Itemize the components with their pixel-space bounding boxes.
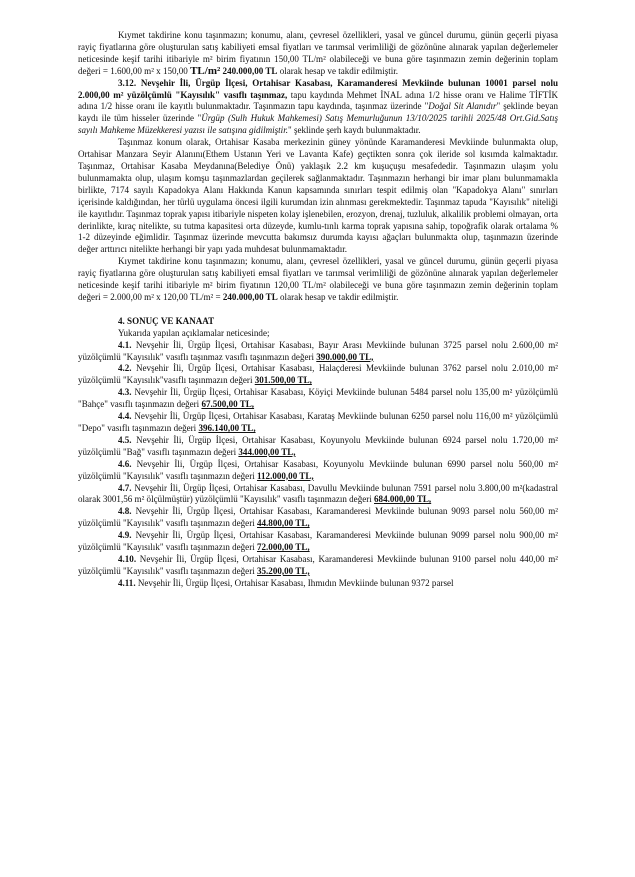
item-value: 684.000,00 TL, bbox=[374, 494, 432, 505]
item-number: 4.7. bbox=[118, 482, 132, 493]
conclusion-item bbox=[78, 578, 558, 590]
item-number: 4.1. bbox=[118, 339, 132, 350]
conclusion-item bbox=[78, 340, 558, 364]
paragraph-tail: olarak hesap ve takdir edilmiştir. bbox=[277, 291, 399, 302]
item-value: 344.000,00 TL, bbox=[238, 446, 296, 457]
conclusion-item bbox=[78, 363, 558, 387]
italic-note: Doğal Sit Alanıdır bbox=[428, 101, 497, 112]
location-description-paragraph: Taşınmaz konum olarak, Ortahisar Kasaba merkezinin güney yönünde Karamanderesi Mevkiinde bulunmakta olup, Ortahisar Manzara Seyir Alanını(Ethem Ustanın Yeri ve Lavanta Kafe) geçtikten sonra çok ileride sol kısımda kalmaktadır. Taşınmaz, Ortahisar Kasaba Meydanına(Belediye Önü) yaklaşık 2.2 km kuşuçuşu mesafededir. Taşınmazın ulaşım yolu bulunmamakta olup, ulaşım komşu taşınmazlardan geçilerek sağlanmaktadır. Taşınmazın herhangi bir imar planı bulunmamakla birlikte, 7174 sayılı Kapadokya Alanı Hakkında Kanun kapsamında sınırları tespit edilmiş olan "Kapadokya Alanı" sınırları içerisinde kaldığından, her türlü uygulama öncesi ilgili kurumdan izin alınması gerekmektedir. Taşınmaz tapuda "Kayısılık" niteliği ile kayıtlıdır. Taşınmaz toprak yapısı itibariyle nispeten kolay işlenebilen, erozyon, drenaj, tuzluluk, alkalilik problemi olmayan, orta derinlikte, kıraç nitelikte, su tutma kapasitesi orta düzeyde, kumlu-tınlı karma toprak yapısına sahip, topoğrafik olarak ortalama % 1-2 düzeyinde eğimlidir. Taşınmaz üzerinde mevcutta bakımsız durumda kayısı ağaçları bulunmakta olup, taşınmazın üzerinde değer arttırıcı nitelikte herhangi bir yapı yada muhdesat bulunmamaktadır. bbox=[78, 137, 558, 255]
conclusion-item bbox=[78, 506, 558, 530]
total-value: 240.000,00 TL bbox=[222, 291, 278, 302]
item-value: 72.000,00 TL, bbox=[257, 542, 310, 553]
conclusion-item bbox=[78, 530, 558, 554]
section-4-intro: Yukarıda yapılan açıklamalar neticesinde; bbox=[118, 327, 270, 338]
valuation-paragraph-3-12 bbox=[78, 256, 558, 304]
item-text: Nevşehir İli, Ürgüp İlçesi, Ortahisar Kasabası, Koyunyolu Mevkiinde bulunan 6990 parsel nolu 560,00 m² yüzölçümlü "Kayısılık" vasıflı taşınmazın değeri bbox=[78, 458, 558, 481]
item-text: Nevşehir İli, Ürgüp İlçesi, Ortahisar Kasabası, Karamanderesi Mevkiinde bulunan 9099 parsel nolu 900,00 m² yüzölçümlü "Kayısılık" vasıflı taşınmazın değeri bbox=[78, 530, 558, 553]
item-value: 112.000,00 TL, bbox=[257, 470, 314, 481]
item-text: Nevşehir İli, Ürgüp İlçesi, Ortahisar Kasabası, Karamanderesi Mevkiinde bulunan 9093 parsel nolu 560,00 m² yüzölçümlü "Kayısılık" vasıflı taşınmazın değeri bbox=[78, 506, 558, 529]
conclusion-item bbox=[78, 554, 558, 578]
conclusion-item bbox=[78, 411, 558, 435]
item-text: Nevşehir İli, Ürgüp İlçesi, Ortahisar Kasabası, Karamanderesi Mevkiinde bulunan 9100 parsel nolu 440,00 m² yüzölçümlü "Kayısılık" vasıflı taşınmazın değeri bbox=[78, 553, 558, 576]
section-3-12-paragraph bbox=[78, 78, 558, 138]
document-page bbox=[78, 30, 558, 590]
item-text: Nevşehir İli, Ürgüp İlçesi, Ortahisar Kasabası, Davullu Mevkiinde bulunan 7591 parsel nolu 3.800,00 m²(kadastral olarak 3001,56 m² ölçülmüştür) yüzölçümlü "Kayısılık" vasıflı taşınmazın değeri bbox=[78, 482, 558, 505]
paragraph-text: " şeklinde şerh kaydı bulunmaktadır. bbox=[287, 125, 421, 136]
item-number: 4.5. bbox=[118, 434, 132, 445]
item-text: Nevşehir İli, Ürgüp İlçesi, Ortahisar Kasabası, Koyunyolu Mevkiinde bulunan 6924 parsel nolu 1.720,00 m² yüzölçümlü "Bağ" vasıflı taşınmazın değeri bbox=[78, 434, 558, 457]
item-number: 4.11. bbox=[118, 577, 136, 588]
item-value: 44.800,00 TL, bbox=[257, 518, 310, 529]
item-value: 301.500,00 TL, bbox=[254, 375, 312, 386]
item-number: 4.2. bbox=[118, 363, 132, 374]
section-4-title: 4. SONUÇ VE KANAAT bbox=[118, 315, 215, 326]
item-number: 4.3. bbox=[118, 387, 132, 398]
section-3-12-heading: 3.12. Nevşehir İli, Ürgüp İlçesi, Ortahisar Kasabası, Karamanderesi Mevkiinde bulunan 10001 parsel nolu 2.000,00 m² yüzölçümlü "Kayısılık" vasıflı taşınmaz, bbox=[78, 77, 558, 100]
valuation-paragraph-3-11 bbox=[78, 30, 558, 78]
paragraph-text: " şeklinde beyan kaydı ile tüm hisseler üzerinde " bbox=[78, 101, 559, 124]
item-value: 35.200,00 TL, bbox=[257, 565, 310, 576]
item-text: Nevşehir İli, Ürgüp İlçesi, Ortahisar Kasabası, Halaçderesi Mevkiinde bulunan 3762 parsel nolu 2.010,00 m² yüzölçümlü "Kayısılık"vasıflı taşınmazın değeri bbox=[78, 363, 558, 386]
item-number: 4.9. bbox=[118, 530, 132, 541]
paragraph-text: Kıymet takdirine konu taşınmazın; konumu, alanı, çevresel özellikleri, yasal ve güncel durumu, günün geçerli piyasa rayiç fiyatlarına göre oluşturulan satış kabiliyeti emsal fiyatları ve tarımsal verimliliği de gözönüne alınarak yapılan değerlemeler neticesinde keşif tarihi itibariyle m² birim fiyatının 120,00 TL/m² olabileceği ve buna göre taşınmazın zemin değerinin toplam değeri = 2.000,00 m² x 120,00 TL/m² = bbox=[78, 256, 558, 302]
item-number: 4.8. bbox=[118, 506, 132, 517]
italic-note: Ürgüp (Sulh Hukuk Mahkemesi) Satış Memurluğunun 13/10/2025 tarihli 2025/48 Ort.Gid.Satış sayılı Mahkeme Müzekkeresi yazısı ile satışına gidilmiştir. bbox=[78, 113, 559, 136]
paragraph-tail: olarak hesap ve takdir edilmiştir. bbox=[277, 65, 399, 76]
item-value: 67.500,00 TL, bbox=[201, 399, 255, 410]
item-text: Nevşehir İli, Ürgüp İlçesi, Ortahisar Kasabası, Karataş Mevkiinde bulunan 6250 parsel nolu 116,00 m² yüzölçümlü "Depo" vasıflı taşınmazın değeri bbox=[78, 411, 558, 433]
item-text: Nevşehir İli, Ürgüp İlçesi, Ortahisar Kasabası, Bayır Arası Mevkiinde bulunan 3725 parsel nolu 2.600,00 m² yüzölçümlü "Kayısılık" vasıflı taşınmaz vasıflı taşınmazın değeri bbox=[78, 339, 558, 362]
item-number: 4.6. bbox=[118, 458, 132, 469]
unit-text: TL/m² bbox=[190, 64, 221, 77]
paragraph-text: tapu kaydında Mehmet İNAL adına 1/2 hisse oranı ve Halime TİFTİK adına 1/2 hisse oranı ile kayıtlı bulunmaktadır. Taşınmazın tapu kaydında, taşınmaz üzerinde " bbox=[78, 89, 558, 112]
conclusion-item bbox=[78, 435, 558, 459]
conclusion-item bbox=[78, 483, 558, 507]
item-text: Nevşehir İli, Ürgüp İlçesi, Ortahisar Kasabası, Köyiçi Mevkiinde bulunan 5484 parsel nolu 135,00 m² yüzölçümlü "Bahçe" vasıflı taşınmazın değeri bbox=[78, 387, 558, 410]
item-number: 4.4. bbox=[118, 411, 132, 422]
conclusion-list bbox=[78, 340, 558, 590]
item-value: 390.000,00 TL, bbox=[316, 351, 374, 362]
conclusion-item bbox=[78, 459, 558, 483]
conclusion-item bbox=[78, 387, 558, 411]
spacer bbox=[78, 304, 558, 316]
item-text: Nevşehir İli, Ürgüp İlçesi, Ortahisar Kasabası, Ihmıdın Mevkiinde bulunan 9372 parsel bbox=[135, 577, 454, 588]
item-number: 4.10. bbox=[118, 553, 137, 564]
total-value: 240.000,00 TL bbox=[220, 65, 278, 76]
paragraph-text: Kıymet takdirine konu taşınmazın; konumu, alanı, çevresel özellikleri, yasal ve güncel durumu, günün geçerli piyasa rayiç fiyatlarına göre oluşturulan satış kabiliyeti emsal fiyatları ve tarımsal verimliliği de gözönüne alınarak yapılan değerlemeler neticesinde keşif tarihi itibariyle m² birim fiyatının 150,00 TL/m² olabileceği ve buna göre taşınmazın zemin değerinin toplam değeri = 1.600,00 m² x 150,00 bbox=[78, 30, 558, 76]
item-value: 396.140,00 TL, bbox=[198, 423, 256, 433]
